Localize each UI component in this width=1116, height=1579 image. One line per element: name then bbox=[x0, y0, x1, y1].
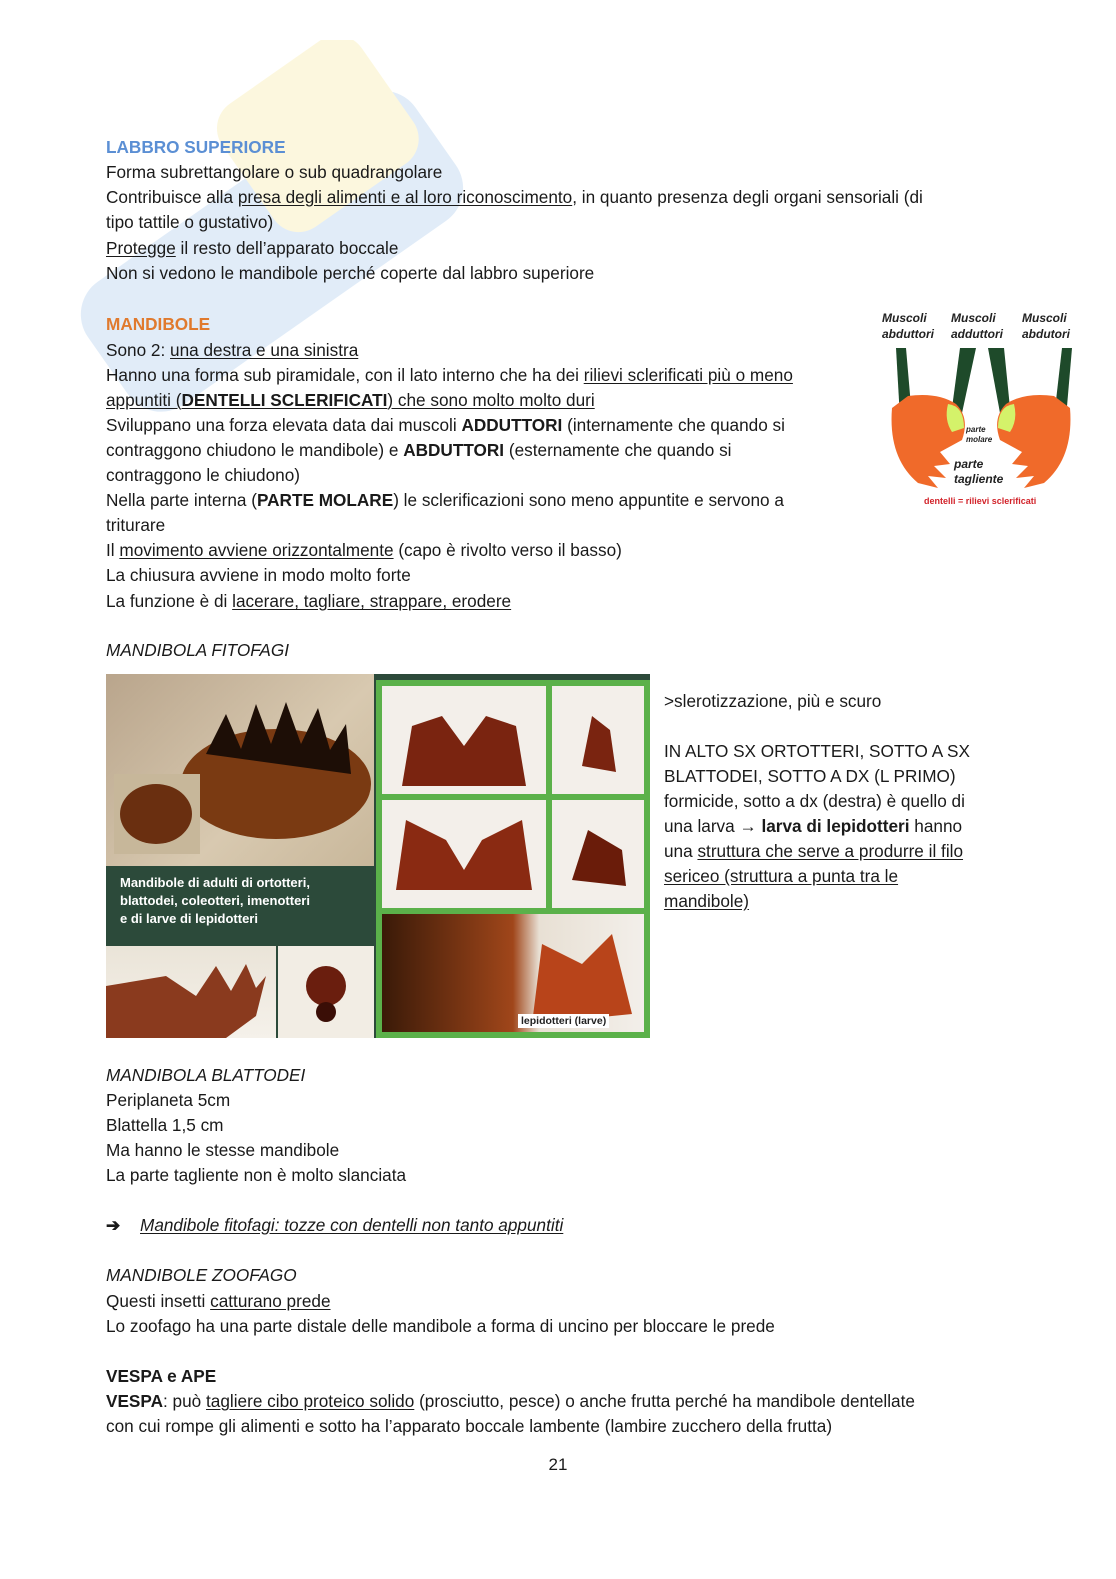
blatt-line-4: La parte tagliente non è molto slanciata bbox=[106, 1165, 407, 1185]
zoo-line-2: Lo zoofago ha una parte distale delle mandibole a forma di uncino per bloccare le prede bbox=[106, 1316, 775, 1336]
arrow-right-icon: ➔ bbox=[106, 1215, 121, 1235]
mand-line-6: contraggono le chiudono) bbox=[106, 465, 300, 485]
mandible-muscle-diagram bbox=[878, 308, 1084, 510]
blatt-line-2: Blattella 1,5 cm bbox=[106, 1115, 224, 1135]
mand-line-1: Sono 2: una destra e una sinistra bbox=[106, 340, 359, 360]
svg-text:tagliente: tagliente bbox=[954, 472, 1004, 486]
mand-line-8: triturare bbox=[106, 515, 166, 535]
diagram-molar-label: parte bbox=[966, 425, 986, 434]
photo-hymenoptera-2 bbox=[382, 800, 546, 908]
diagram-footer: dentelli = rilievi sclerificati bbox=[924, 496, 1037, 506]
photo-label-lepidoptera: lepidotteri (larve) bbox=[518, 1014, 609, 1028]
diagram-label-3: Muscoli bbox=[1022, 311, 1067, 325]
section-title-mandibole: MANDIBOLE bbox=[106, 314, 211, 334]
photo-hymenoptera-1 bbox=[552, 686, 644, 794]
subsection-fitofagi: MANDIBOLA FITOFAGI bbox=[106, 640, 290, 660]
svg-text:abduttori: abduttori bbox=[882, 327, 934, 341]
side-line-6: una struttura che serve a produrre il filo bbox=[664, 841, 964, 861]
page-number: 21 bbox=[548, 1455, 568, 1474]
svg-text:molare: molare bbox=[966, 435, 993, 444]
diagram-label-2: Muscoli bbox=[951, 311, 996, 325]
mand-line-2: Hanno una forma sub piramidale, con il lato interno che ha dei rilievi sclerificati più o meno bbox=[106, 365, 793, 385]
svg-text:abdutori: abdutori bbox=[1022, 327, 1070, 341]
photo-blattodea bbox=[106, 946, 276, 1038]
vespa-line-2: con cui rompe gli alimenti e sotto ha l’apparato boccale lambente (lambire zucchero della frutta) bbox=[106, 1416, 833, 1436]
collage-caption: Mandibole di adulti di ortotteri, blattodei, coleotteri, imenotteri e di larve di lepidotteri bbox=[106, 866, 374, 956]
photo-hymenoptera-3 bbox=[552, 800, 644, 908]
photo-lepidoptera-larvae bbox=[382, 914, 644, 1032]
mand-line-10: La chiusura avviene in modo molto forte bbox=[106, 565, 411, 585]
section-title-labbro: LABBRO SUPERIORE bbox=[106, 137, 286, 157]
labbro-line-2: Contribuisce alla presa degli alimenti e al loro riconoscimento, in quanto presenza degli organi sensoriali (di bbox=[106, 187, 923, 207]
photo-spider bbox=[278, 946, 374, 1038]
diagram-cutting-label: parte bbox=[954, 457, 984, 471]
labbro-line-5: Non si vedono le mandibole perché coperte dal labbro superiore bbox=[106, 263, 595, 283]
mand-line-7: Nella parte interna (PARTE MOLARE) le sclerificazioni sono meno appuntite e servono a bbox=[106, 490, 784, 510]
arrow-note: ➔ Mandibole fitofagi: tozze con dentelli non tanto appuntiti bbox=[106, 1213, 563, 1238]
side-line-1: >slerotizzazione, più e scuro bbox=[664, 691, 882, 711]
subsection-blattodei: MANDIBOLA BLATTODEI bbox=[106, 1065, 306, 1085]
mandible-photo-collage bbox=[106, 674, 650, 1038]
side-line-7: sericeo (struttura a punta tra le bbox=[664, 866, 899, 886]
labbro-line-1: Forma subrettangolare o sub quadrangolare bbox=[106, 162, 443, 182]
mand-line-11: La funzione è di lacerare, tagliare, strappare, erodere bbox=[106, 591, 512, 611]
subsection-zoofago: MANDIBOLE ZOOFAGO bbox=[106, 1265, 297, 1285]
subsection-vespa-ape: VESPA e APE bbox=[106, 1366, 217, 1386]
mand-line-9: Il movimento avviene orizzontalmente (capo è rivolto verso il basso) bbox=[106, 540, 622, 560]
side-line-4: formicide, sotto a dx (destra) è quello di bbox=[664, 791, 965, 811]
blatt-line-1: Periplaneta 5cm bbox=[106, 1090, 231, 1110]
side-line-8: mandibole) bbox=[664, 891, 750, 911]
diagram-label-1: Muscoli bbox=[882, 311, 927, 325]
labbro-line-4: Protegge il resto dell’apparato boccale bbox=[106, 238, 399, 258]
mand-line-5: contraggono chiudono le mandibole) e ABDUTTORI (esternamente che quando si bbox=[106, 440, 732, 460]
labbro-line-3: tipo tattile o gustativo) bbox=[106, 212, 274, 232]
photo-coleoptera bbox=[382, 686, 546, 794]
photo-grid-frame bbox=[376, 680, 650, 1038]
side-line-3: BLATTODEI, SOTTO A DX (L PRIMO) bbox=[664, 766, 956, 786]
side-line-5: una larva → larva di lepidotteri hanno bbox=[664, 816, 963, 836]
zoo-line-1: Questi insetti catturano prede bbox=[106, 1291, 331, 1311]
photo-orthoptera bbox=[106, 674, 374, 866]
mand-line-3: appuntiti (DENTELLI SCLERIFICATI) che sono molto molto duri bbox=[106, 390, 595, 410]
side-line-2: IN ALTO SX ORTOTTERI, SOTTO A SX bbox=[664, 741, 970, 761]
vespa-line-1: VESPA: può tagliere cibo proteico solido (prosciutto, pesce) o anche frutta perché ha mandibole dentellate bbox=[106, 1391, 915, 1411]
blatt-line-3: Ma hanno le stesse mandibole bbox=[106, 1140, 340, 1160]
mand-line-4: Sviluppano una forza elevata data dai muscoli ADDUTTORI (internamente che quando si bbox=[106, 415, 785, 435]
svg-text:adduttori: adduttori bbox=[951, 327, 1003, 341]
